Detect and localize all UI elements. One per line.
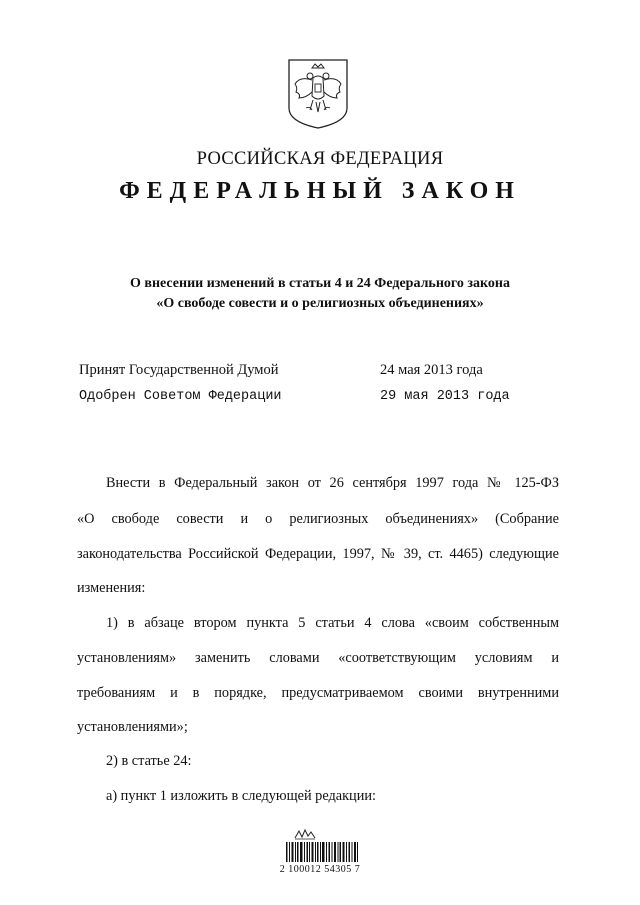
paragraph-1-line-4: изменения: [77,580,146,596]
adoption-label-duma: Принят Государственной Думой [79,362,279,378]
adoption-label-council: Одобрен Советом Федерации [79,389,282,404]
paragraph-3: 2) в статье 24: [106,753,192,769]
paragraph-1-line-2: «О свободе совести и о религиозных объединениях» (Собрание [77,511,559,527]
subject-line-1: О внесении изменений в статьи 4 и 24 Федерального закона [130,276,510,291]
country-title: РОССИЙСКАЯ ФЕДЕРАЦИЯ [196,149,444,169]
paragraph-1-line-3: законодательства Российской Федерации, 1997, № 39, ст. 4465) следующие [77,546,559,562]
subject-line-2: «О свободе совести и о религиозных объединениях» [156,296,484,311]
paragraph-2-line-3: требованиям и в порядке, предусматриваемом своими внутренними [77,685,559,701]
barcode-number: 2 100012 54305 7 [279,864,361,875]
barcode [286,842,358,862]
law-subject [0,274,640,314]
coat-of-arms-emblem [286,58,350,130]
paragraph-1-line-1: Внести в Федеральный закон от 26 сентября 1997 года № 125-ФЗ [106,475,559,491]
paragraph-4: а) пункт 1 изложить в следующей редакции: [106,788,376,804]
paragraph-2-line-2: установлениям» заменить словами «соответствующим условиям и [77,650,559,666]
document-type-title: ФЕДЕРАЛЬНЫЙ ЗАКОН [119,178,521,204]
barcode-mark-icon [294,828,316,840]
adoption-date-duma: 24 мая 2013 года [380,362,483,378]
adoption-date-council: 29 мая 2013 года [380,389,510,404]
paragraph-2-line-1: 1) в абзаце втором пункта 5 статьи 4 слова «своим собственным [106,615,559,631]
paragraph-2-line-4: установлениями»; [77,719,188,735]
